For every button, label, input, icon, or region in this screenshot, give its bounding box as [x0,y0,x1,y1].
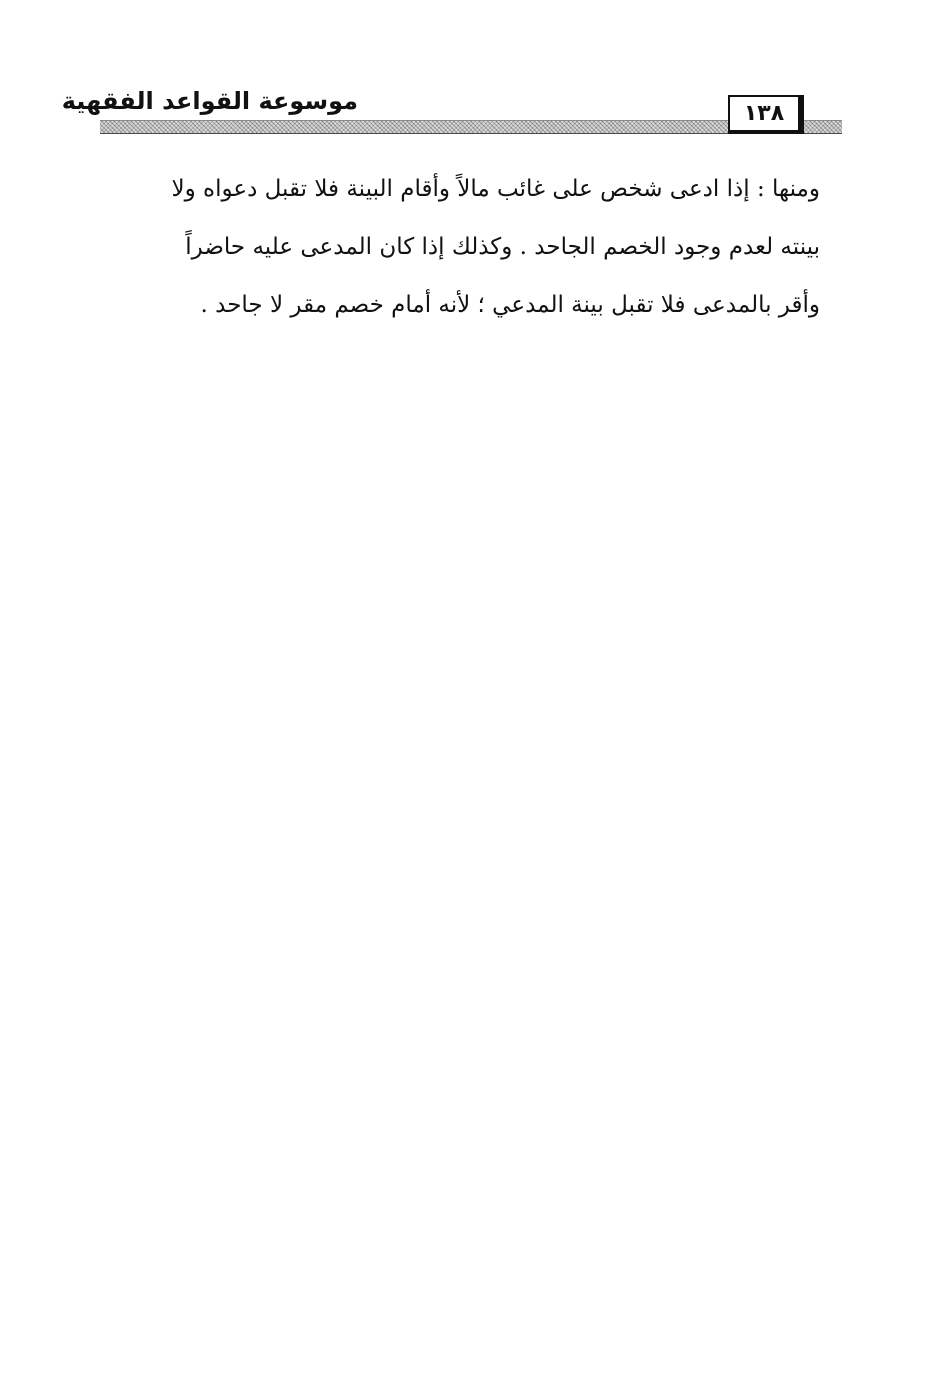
body-paragraph [96,160,820,334]
body-line: ومنها : إذا ادعى شخص على غائب مالاً وأقام البينة فلا تقبل دعواه ولا [171,176,820,202]
page-number: ١٣٨ [728,95,804,134]
body-line: بينته لعدم وجود الخصم الجاحد . وكذلك إذا كان المدعى عليه حاضراً [185,234,820,260]
body-line: وأقر بالمدعى فلا تقبل بينة المدعي ؛ لأنه أمام خصم مقر لا جاحد . [200,292,820,318]
running-title: موسوعة القواعد الفقهية [61,87,358,115]
